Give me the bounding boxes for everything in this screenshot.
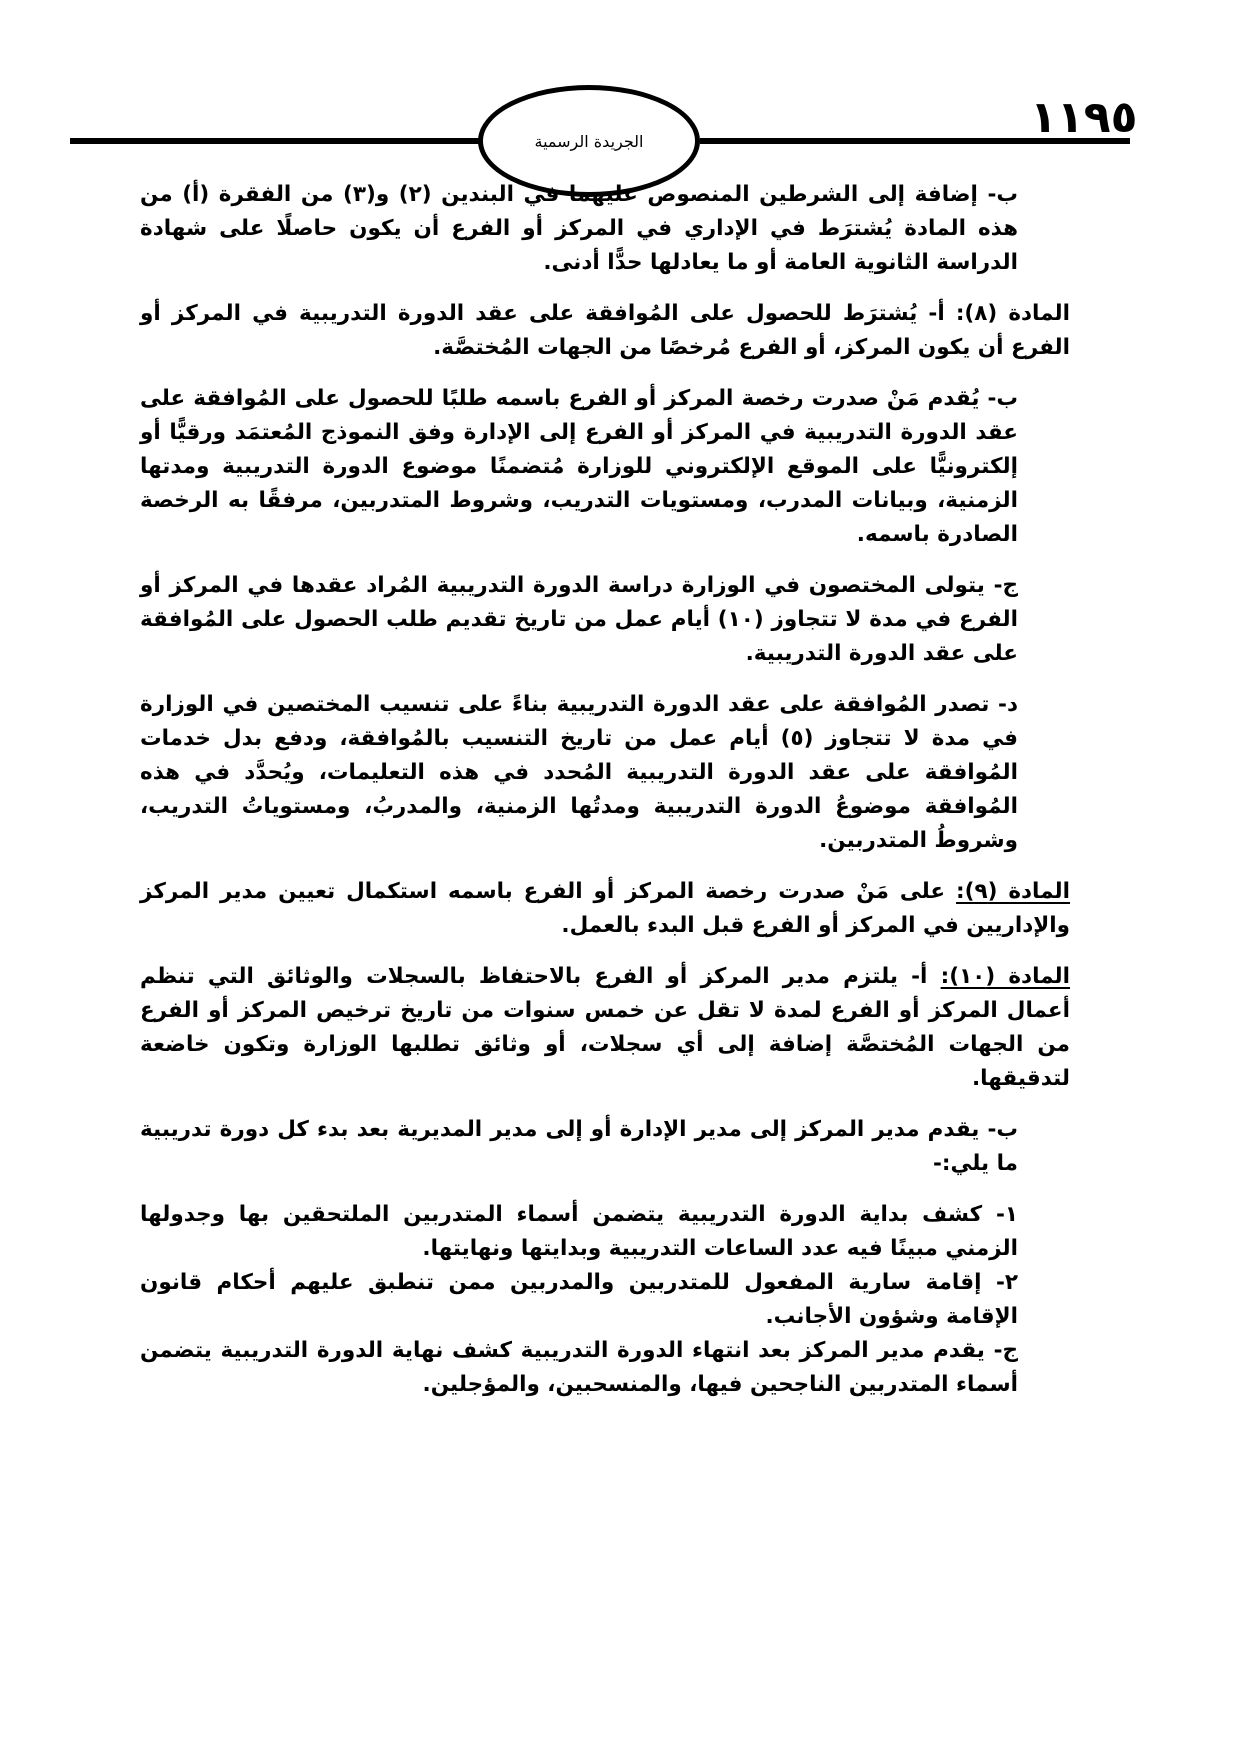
article-10-clause-b: ب- يقدم مدير المركز إلى مدير الإدارة أو إلى مدير المديرية بعد بدء كل دورة تدريبية ما يلي:- <box>140 1117 1018 1176</box>
article-8-a-text: أ- يُشترَط للحصول على المُوافقة على عقد الدورة التدريبية في المركز أو الفرع أن يكون المركز، أو الفرع مُرخصًا من الجهات المُختصَّة. <box>140 301 1070 360</box>
article-10-clause-a <box>140 960 1070 1096</box>
article-8-clause-a <box>140 297 1070 365</box>
article-9 <box>140 875 1070 943</box>
article-8-clause-d: د- تصدر المُوافقة على عقد الدورة التدريبية بناءً على تنسيب المختصين في الوزارة في مدة لا تتجاوز (٥) أيام عمل من تاريخ التنسيب بالمُوافقة، ودفع بدل خدمات المُوافقة على عقد الدورة التدريبية المُحدد في هذه التعليمات، ويُحدَّد في هذه المُوافقة موضوعُ الدورة التدريبية ومدتُها الزمنية، والمدربُ، ومستوياتُ التدريب، وشروطُ المتدربين. <box>140 692 1018 853</box>
page-number: ١١٩٥ <box>1030 92 1138 143</box>
article-8-clause-c: ج- يتولى المختصون في الوزارة دراسة الدورة التدريبية المُراد عقدها في المركز أو الفرع في مدة لا تتجاوز (١٠) أيام عمل من تاريخ تقديم طلب الحصول على المُوافقة على عقد الدورة التدريبية. <box>140 573 1018 666</box>
list-item: ٢- إقامة سارية المفعول للمتدربين والمدربين ممن تنطبق عليهم أحكام قانون الإقامة وشؤون الأجانب. <box>140 1270 1018 1329</box>
document-body <box>140 178 1070 1419</box>
article-7-clause-b: ب- إضافة إلى الشرطين المنصوص عليهما في البندين (٢) و(٣) من الفقرة (أ) من هذه المادة يُشترَط في الإداري في المركز أو الفرع أن يكون حاصلًا على شهادة الدراسة الثانوية العامة أو ما يعادلها حدًّا أدنى. <box>140 182 1018 275</box>
gazette-header <box>0 0 1241 200</box>
article-10-b-list <box>140 1198 1070 1334</box>
list-item: ١- كشف بداية الدورة التدريبية يتضمن أسماء المتدربين الملتحقين بها وجدولها الزمني مبينًا فيه عدد الساعات التدريبية وبدايتها ونهايتها. <box>140 1202 1018 1261</box>
article-8-label: المادة (٨): <box>955 301 1070 326</box>
article-10-clause-c: ج- يقدم مدير المركز بعد انتهاء الدورة التدريبية كشف نهاية الدورة التدريبية يتضمن أسماء المتدربين الناجحين فيها، والمنسحبين، والمؤجلين. <box>140 1338 1018 1397</box>
article-8-clause-b: ب- يُقدم مَنْ صدرت رخصة المركز أو الفرع باسمه طلبًا للحصول على المُوافقة على عقد الدورة التدريبية في المركز أو الفرع إلى الإدارة وفق النموذج المُعتمَد ورقيًّا أو إلكترونيًّا على الموقع الإلكتروني للوزارة مُتضمنًا موضوع الدورة التدريبية ومدتها الزمنية، وبيانات المدرب، ومستويات التدريب، وشروط المتدربين، مرفقًا به الرخصة الصادرة باسمه. <box>140 386 1018 547</box>
article-9-label: المادة (٩): <box>956 879 1070 904</box>
gazette-title: الجريدة الرسمية <box>534 131 644 151</box>
header-rule-left <box>70 138 482 144</box>
article-10-a-text: أ- يلتزم مدير المركز أو الفرع بالاحتفاظ بالسجلات والوثائق التي تنظم أعمال المركز أو الفرع لمدة لا تقل عن خمس سنوات من تاريخ ترخيص المركز أو الفرع من الجهات المُختصَّة إضافة إلى أي سجلات، أو وثائق تطلبها الوزارة وتكون خاضعة لتدقيقها. <box>140 964 1070 1091</box>
article-10-label: المادة (١٠): <box>940 964 1070 989</box>
article-9-text: على مَنْ صدرت رخصة المركز أو الفرع باسمه استكمال تعيين مدير المركز والإداريين في المركز أو الفرع قبل البدء بالعمل. <box>140 879 1070 938</box>
